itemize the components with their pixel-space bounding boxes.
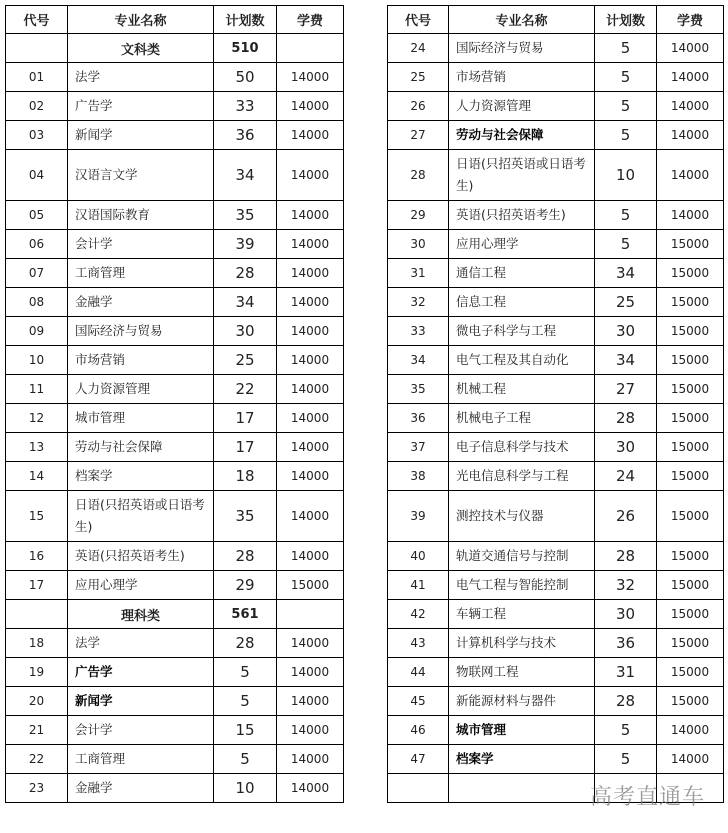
table-row [6,230,344,259]
plan-count: 17 [214,433,277,462]
tuition-fee: 14000 [277,687,344,716]
plan-count: 25 [214,346,277,375]
major-code: 32 [388,288,449,317]
table-row [388,92,724,121]
major-code: 21 [6,716,68,745]
plan-count: 5 [595,92,657,121]
major-code: 11 [6,375,68,404]
header-code: 代号 [6,6,68,34]
table-row [388,716,724,745]
table-row [6,433,344,462]
header-name: 专业名称 [449,6,595,34]
tuition-fee: 15000 [657,317,724,346]
major-code: 06 [6,230,68,259]
plan-count: 5 [595,63,657,92]
tuition-fee: 14000 [657,150,724,201]
major-code: 44 [388,658,449,687]
table-row [388,687,724,716]
header-plan: 计划数 [214,6,277,34]
major-code: 46 [388,716,449,745]
table-row [388,571,724,600]
tuition-fee: 14000 [277,346,344,375]
table-row [6,774,344,803]
table-row [6,259,344,288]
major-name: 汉语言文学 [68,150,214,201]
major-name: 工商管理 [68,259,214,288]
plan-count: 36 [214,121,277,150]
major-code: 34 [388,346,449,375]
tuition-fee: 14000 [277,259,344,288]
table-row [6,571,344,600]
table-row [6,658,344,687]
header-code: 代号 [388,6,449,34]
major-name: 通信工程 [449,259,595,288]
major-name: 光电信息科学与工程 [449,462,595,491]
tuition-fee: 15000 [657,491,724,542]
tuition-fee: 14000 [277,462,344,491]
table-row [388,34,724,63]
major-code: 28 [388,150,449,201]
category-total: 510 [214,34,277,63]
tuition-fee: 14000 [657,92,724,121]
major-code: 13 [6,433,68,462]
tuition-fee: 14000 [657,63,724,92]
major-name: 人力资源管理 [449,92,595,121]
tuition-fee: 14000 [277,542,344,571]
tuition-fee: 15000 [657,433,724,462]
table-row [388,433,724,462]
tuition-fee: 14000 [277,288,344,317]
major-code: 36 [388,404,449,433]
plan-count: 28 [214,542,277,571]
major-name: 微电子科学与工程 [449,317,595,346]
major-name: 英语(只招英语考生) [68,542,214,571]
major-name: 工商管理 [68,745,214,774]
plan-count: 5 [214,658,277,687]
major-code: 22 [6,745,68,774]
major-name: 城市管理 [449,716,595,745]
major-name: 测控技术与仪器 [449,491,595,542]
tuition-fee: 14000 [277,491,344,542]
major-code: 27 [388,121,449,150]
major-name: 法学 [68,629,214,658]
category-label: 文科类 [68,34,214,63]
tuition-fee: 15000 [657,259,724,288]
table-row [388,230,724,259]
major-name: 档案学 [449,745,595,774]
table-row [388,63,724,92]
empty-cell [277,600,344,629]
major-name: 机械工程 [449,375,595,404]
table-row [6,201,344,230]
table-row [388,491,724,542]
tuition-fee: 15000 [657,288,724,317]
tuition-fee: 15000 [657,230,724,259]
category-total: 561 [214,600,277,629]
tuition-fee: 14000 [277,230,344,259]
tuition-fee: 15000 [657,542,724,571]
major-code: 03 [6,121,68,150]
plan-count: 24 [595,462,657,491]
plan-count: 22 [214,375,277,404]
major-name: 汉语国际教育 [68,201,214,230]
table-row [388,259,724,288]
major-name: 机械电子工程 [449,404,595,433]
category-row [6,34,344,63]
table-row [388,346,724,375]
tuition-fee: 15000 [657,462,724,491]
major-name: 新能源材料与器件 [449,687,595,716]
major-name: 法学 [68,63,214,92]
tuition-fee: 14000 [277,317,344,346]
plan-count: 5 [214,687,277,716]
empty-cell [449,774,595,803]
major-code: 37 [388,433,449,462]
tuition-fee: 15000 [657,571,724,600]
tuition-fee: 14000 [657,745,724,774]
table-row [6,404,344,433]
tuition-fee: 15000 [657,600,724,629]
category-row [6,600,344,629]
plan-count: 29 [214,571,277,600]
major-code: 35 [388,375,449,404]
plan-count: 34 [214,288,277,317]
major-code: 45 [388,687,449,716]
major-name: 计算机科学与技术 [449,629,595,658]
major-code: 30 [388,230,449,259]
tuition-fee: 15000 [657,375,724,404]
major-code: 12 [6,404,68,433]
major-name: 日语(只招英语或日语考生) [68,491,214,542]
major-name: 日语(只招英语或日语考生) [449,150,595,201]
table-row [388,121,724,150]
major-name: 广告学 [68,658,214,687]
table-row [6,542,344,571]
tuition-fee: 14000 [277,716,344,745]
major-code: 26 [388,92,449,121]
table-row [6,462,344,491]
major-code: 16 [6,542,68,571]
header-fee: 学费 [277,6,344,34]
plan-count: 31 [595,658,657,687]
tuition-fee: 15000 [657,346,724,375]
major-code: 07 [6,259,68,288]
major-name: 广告学 [68,92,214,121]
major-name: 应用心理学 [449,230,595,259]
major-name: 金融学 [68,288,214,317]
empty-cell [388,774,449,803]
major-name: 新闻学 [68,121,214,150]
tuition-fee: 14000 [277,433,344,462]
major-name: 新闻学 [68,687,214,716]
major-code: 38 [388,462,449,491]
plan-count: 5 [595,716,657,745]
table-row [388,288,724,317]
table-row [6,288,344,317]
table-row [388,150,724,201]
table-row [388,658,724,687]
major-code: 10 [6,346,68,375]
table-row [6,687,344,716]
table-row [6,346,344,375]
tuition-fee: 14000 [277,658,344,687]
category-label: 理科类 [68,600,214,629]
major-code: 25 [388,63,449,92]
plan-count: 50 [214,63,277,92]
major-code: 15 [6,491,68,542]
table-row [6,491,344,542]
tuition-fee: 15000 [657,658,724,687]
major-name: 车辆工程 [449,600,595,629]
tuition-fee: 15000 [657,687,724,716]
major-name: 档案学 [68,462,214,491]
plan-count: 35 [214,201,277,230]
right-enrollment-table [387,5,724,803]
header-plan: 计划数 [595,6,657,34]
tuition-fee: 14000 [277,745,344,774]
major-name: 信息工程 [449,288,595,317]
plan-count: 39 [214,230,277,259]
plan-count: 10 [214,774,277,803]
plan-count: 35 [214,491,277,542]
tuition-fee: 14000 [657,201,724,230]
plan-count: 17 [214,404,277,433]
plan-count: 27 [595,375,657,404]
tuition-fee: 14000 [277,629,344,658]
header-fee: 学费 [657,6,724,34]
plan-count: 18 [214,462,277,491]
plan-count: 5 [595,34,657,63]
empty-cell [6,600,68,629]
major-code: 40 [388,542,449,571]
header-name: 专业名称 [68,6,214,34]
major-code: 47 [388,745,449,774]
table-row [6,317,344,346]
plan-count: 28 [214,629,277,658]
plan-count: 33 [214,92,277,121]
tuition-fee: 15000 [277,571,344,600]
major-name: 电子信息科学与技术 [449,433,595,462]
major-name: 金融学 [68,774,214,803]
empty-cell [6,34,68,63]
tuition-fee: 14000 [657,716,724,745]
plan-count: 5 [595,745,657,774]
plan-count: 28 [595,687,657,716]
plan-count: 5 [595,230,657,259]
table-header [6,6,344,34]
plan-count: 28 [214,259,277,288]
plan-count: 25 [595,288,657,317]
plan-count: 32 [595,571,657,600]
tuition-fee: 15000 [657,404,724,433]
major-name: 劳动与社会保障 [68,433,214,462]
table-row [6,716,344,745]
plan-count: 5 [595,121,657,150]
table-row [388,317,724,346]
major-name: 电气工程及其自动化 [449,346,595,375]
major-name: 应用心理学 [68,571,214,600]
plan-count: 28 [595,542,657,571]
major-code: 39 [388,491,449,542]
major-code: 14 [6,462,68,491]
major-name: 轨道交通信号与控制 [449,542,595,571]
major-name: 电气工程与智能控制 [449,571,595,600]
tuition-fee: 14000 [277,774,344,803]
major-code: 43 [388,629,449,658]
plan-count: 28 [595,404,657,433]
major-code: 41 [388,571,449,600]
table-header [388,6,724,34]
major-code: 01 [6,63,68,92]
plan-count: 34 [595,346,657,375]
tuition-fee: 14000 [277,92,344,121]
tuition-fee: 14000 [277,150,344,201]
plan-count: 15 [214,716,277,745]
major-code: 08 [6,288,68,317]
major-code: 23 [6,774,68,803]
tuition-fee: 14000 [657,121,724,150]
major-name: 市场营销 [449,63,595,92]
table-row [6,375,344,404]
table-row [6,745,344,774]
plan-count: 5 [595,201,657,230]
major-code: 09 [6,317,68,346]
major-name: 会计学 [68,716,214,745]
tuition-fee: 14000 [277,404,344,433]
plan-count: 30 [214,317,277,346]
empty-cell [277,34,344,63]
major-code: 29 [388,201,449,230]
major-name: 国际经济与贸易 [68,317,214,346]
table-row [6,63,344,92]
left-enrollment-table [5,5,344,803]
major-code: 18 [6,629,68,658]
plan-count: 30 [595,317,657,346]
table-row [6,629,344,658]
plan-count: 34 [595,259,657,288]
table-row [388,375,724,404]
plan-count: 10 [595,150,657,201]
major-code: 31 [388,259,449,288]
table-row [388,201,724,230]
major-code: 04 [6,150,68,201]
major-code: 42 [388,600,449,629]
plan-count: 30 [595,433,657,462]
table-row [6,150,344,201]
plan-count: 34 [214,150,277,201]
major-code: 24 [388,34,449,63]
major-code: 02 [6,92,68,121]
major-code: 19 [6,658,68,687]
tuition-fee: 14000 [277,201,344,230]
plan-count: 36 [595,629,657,658]
table-row [388,542,724,571]
tuition-fee: 14000 [277,375,344,404]
table-row [388,629,724,658]
table-row [6,92,344,121]
table-row [388,600,724,629]
major-code: 33 [388,317,449,346]
major-name: 人力资源管理 [68,375,214,404]
table-row [388,404,724,433]
table-row [6,121,344,150]
watermark: 高考直通车 [590,785,706,810]
major-name: 英语(只招英语考生) [449,201,595,230]
major-name: 城市管理 [68,404,214,433]
major-name: 市场营销 [68,346,214,375]
major-code: 17 [6,571,68,600]
major-code: 05 [6,201,68,230]
major-name: 劳动与社会保障 [449,121,595,150]
major-name: 国际经济与贸易 [449,34,595,63]
table-row [388,462,724,491]
plan-count: 26 [595,491,657,542]
major-code: 20 [6,687,68,716]
plan-count: 30 [595,600,657,629]
tuition-fee: 14000 [277,121,344,150]
tuition-fee: 14000 [277,63,344,92]
major-name: 会计学 [68,230,214,259]
plan-count: 5 [214,745,277,774]
major-name: 物联网工程 [449,658,595,687]
tuition-fee: 14000 [657,34,724,63]
table-row [388,745,724,774]
tuition-fee: 15000 [657,629,724,658]
